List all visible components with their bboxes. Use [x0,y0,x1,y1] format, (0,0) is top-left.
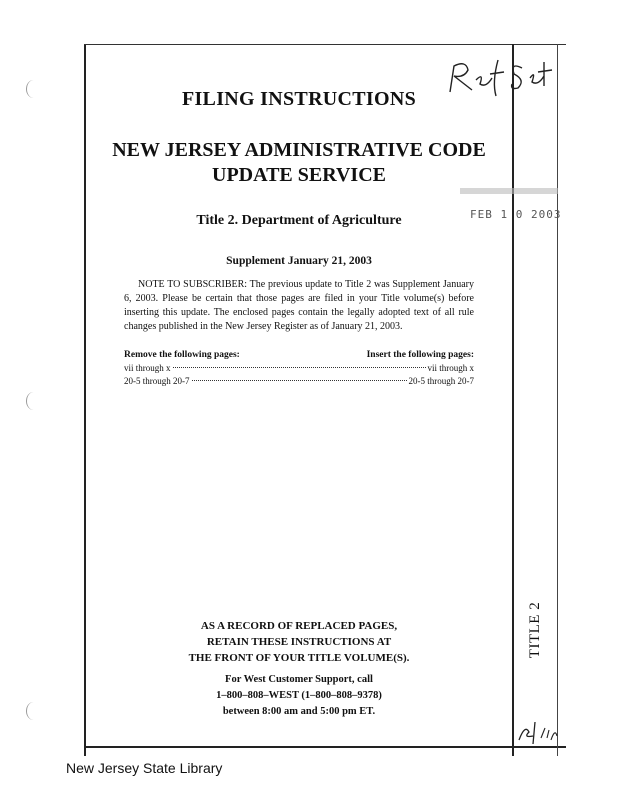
leader-dots [192,380,407,381]
table-header [124,349,474,362]
received-stamp-date: FEB 1 0 2003 [470,208,562,221]
punch-hole-mark [26,702,41,720]
title-department: Title 2. Department of Agriculture [196,213,402,228]
filing-instructions-heading: FILING INSTRUCTIONS [181,88,417,110]
record-line: THE FRONT OF YOUR TITLE VOLUME(S). [188,652,410,664]
insert-header: Insert the following pages: [366,350,474,360]
punch-hole-mark [26,392,41,410]
supplement-date: Supplement January 21, 2003 [226,255,372,267]
support-line: For West Customer Support, call [225,674,373,685]
code-title-line2: UPDATE SERVICE [212,164,386,186]
received-stamp-header [460,186,560,196]
remove-pages: 20-5 through 20-7 [124,376,190,386]
leader-dots [173,367,426,368]
handwritten-note-bottom [515,718,561,748]
code-title [86,138,512,188]
remove-header: Remove the following pages: [124,350,240,360]
table-row [124,375,474,388]
page-frame-bottom [84,746,566,748]
code-title-line1: NEW JERSEY ADMINISTRATIVE CODE [112,139,486,161]
library-footer: New Jersey State Library [66,760,223,776]
insert-pages: 20-5 through 20-7 [408,376,474,386]
support-hours: between 8:00 am and 5:00 pm ET. [222,706,376,717]
page-replacement-table [124,349,474,388]
spine-title-label: TITLE 2 [526,601,543,659]
note-to-subscriber: NOTE TO SUBSCRIBER: The previous update to Title 2 was Supplement January 6, 2003. Please be certain that those pages are filed in your Title volume(s) before inserting this update. The enclosed pages contain the legally adopted text of all rule changes published in the New Jersey Register as of January 21, 2003. [124,279,474,332]
record-line: RETAIN THESE INSTRUCTIONS AT [206,636,392,648]
record-line: AS A RECORD OF REPLACED PAGES, [200,620,398,632]
record-instructions [86,618,512,666]
spine-border-left [512,44,514,756]
table-row [124,362,474,375]
customer-support-info [86,672,512,720]
support-phone: 1–800–808–WEST (1–800–808–9378) [216,690,382,701]
spine-border-right [557,44,558,756]
punch-hole-mark [26,80,41,98]
insert-pages: vii through x [427,363,474,373]
remove-pages: vii through x [124,363,171,373]
page-frame-top [84,44,566,45]
